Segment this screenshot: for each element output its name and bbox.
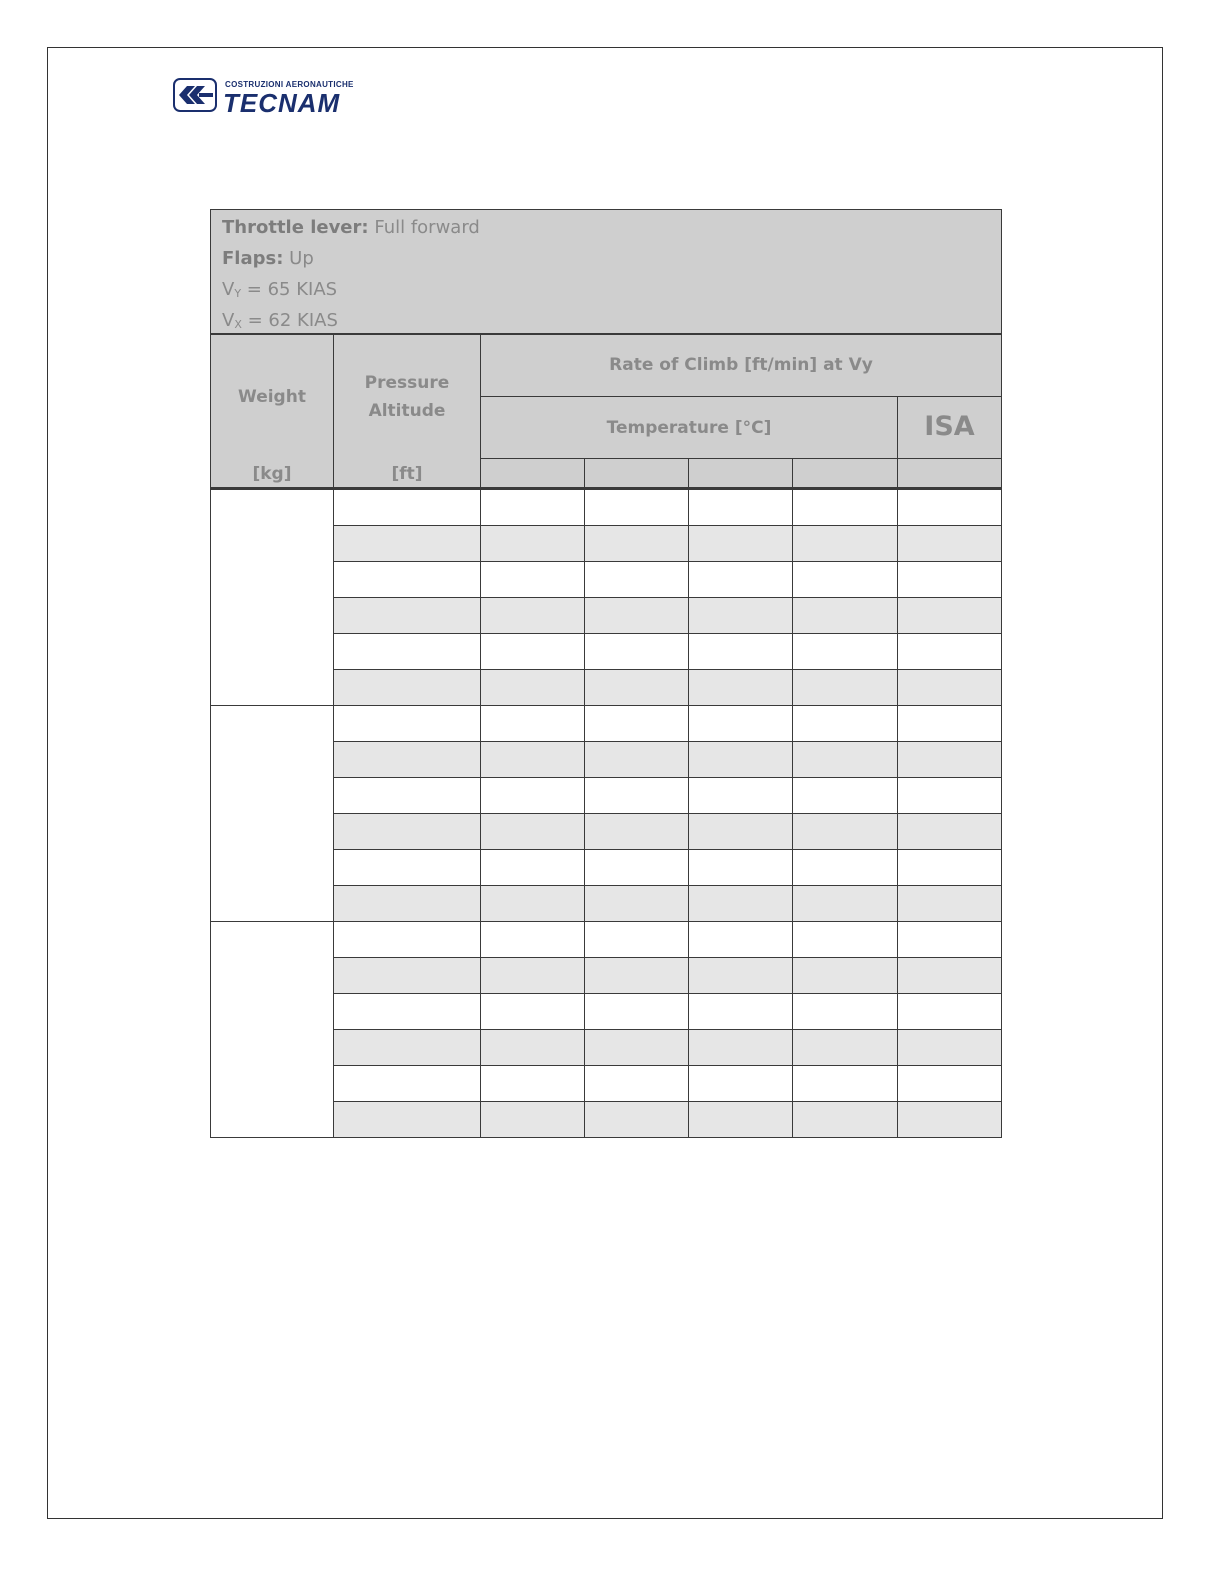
weight-cell (210, 705, 334, 922)
rate-cell (480, 993, 585, 1030)
altitude-label: Altitude (368, 401, 446, 421)
rate-cell (792, 993, 898, 1030)
rate-cell (584, 993, 689, 1030)
rate-cell (480, 1101, 585, 1138)
altitude-cell (333, 669, 481, 706)
rate-cell (688, 885, 793, 922)
rate-cell (584, 1101, 689, 1138)
rate-of-climb-header (480, 334, 1002, 397)
throttle-value: Full forward (374, 217, 480, 238)
altitude-cell (333, 597, 481, 634)
rate-cell (897, 525, 1002, 562)
rate-cell (897, 993, 1002, 1030)
rate-cell (584, 1065, 689, 1102)
rate-cell (792, 921, 898, 958)
rate-cell (897, 813, 1002, 850)
rate-of-climb-table (210, 209, 1002, 1141)
rate-cell (792, 1065, 898, 1102)
altitude-cell (333, 489, 481, 526)
altitude-cell (333, 525, 481, 562)
rate-cell (792, 633, 898, 670)
rate-cell (688, 849, 793, 886)
rate-cell (897, 705, 1002, 742)
weight-header (210, 334, 334, 489)
temperature-label: Temperature [°C] (606, 418, 772, 438)
flaps-label: Flaps: (222, 248, 284, 269)
rate-cell (792, 597, 898, 634)
rate-cell (688, 597, 793, 634)
altitude-cell (333, 993, 481, 1030)
temp-col-header-2 (584, 458, 689, 489)
tecnam-chevron-icon (173, 78, 217, 112)
altitude-cell (333, 1065, 481, 1102)
rate-cell (480, 849, 585, 886)
tecnam-logo (173, 78, 363, 116)
rate-cell (584, 921, 689, 958)
isa-col-header (897, 458, 1002, 489)
rate-cell (688, 813, 793, 850)
isa-header (897, 396, 1002, 459)
rate-cell (480, 561, 585, 598)
temp-col-header-3 (688, 458, 793, 489)
rate-cell (480, 669, 585, 706)
rate-cell (480, 525, 585, 562)
weight-cell (210, 489, 334, 706)
altitude-cell (333, 705, 481, 742)
rate-cell (480, 957, 585, 994)
weight-cell (210, 921, 334, 1138)
altitude-cell (333, 777, 481, 814)
rate-cell (792, 489, 898, 526)
rate-cell (688, 1029, 793, 1066)
rate-cell (688, 669, 793, 706)
rate-cell (792, 561, 898, 598)
rate-cell (897, 1065, 1002, 1102)
temp-col-header-1 (480, 458, 585, 489)
rate-cell (792, 669, 898, 706)
rate-cell (480, 885, 585, 922)
altitude-unit: [ft] (391, 464, 423, 484)
flaps-value: Up (289, 248, 314, 269)
rate-cell (897, 777, 1002, 814)
rate-of-climb-label: Rate of Climb [ft/min] at Vy (609, 355, 873, 375)
altitude-cell (333, 741, 481, 778)
throttle-line (222, 214, 1001, 245)
rate-cell (688, 1065, 793, 1102)
vx-subscript: X (234, 318, 242, 331)
rate-cell (792, 885, 898, 922)
rate-cell (480, 597, 585, 634)
flaps-line (222, 245, 1001, 276)
rate-cell (688, 1101, 793, 1138)
rate-cell (584, 741, 689, 778)
rate-cell (584, 705, 689, 742)
rate-cell (897, 633, 1002, 670)
rate-cell (897, 561, 1002, 598)
temperature-header (480, 396, 898, 459)
altitude-cell (333, 957, 481, 994)
altitude-cell (333, 885, 481, 922)
altitude-cell (333, 1029, 481, 1066)
rate-cell (792, 741, 898, 778)
altitude-cell (333, 1101, 481, 1138)
rate-cell (480, 813, 585, 850)
rate-cell (792, 957, 898, 994)
altitude-cell (333, 921, 481, 958)
rate-cell (688, 525, 793, 562)
rate-cell (688, 741, 793, 778)
vx-value: = 62 KIAS (247, 310, 338, 331)
rate-cell (792, 1029, 898, 1066)
rate-cell (897, 489, 1002, 526)
weight-label: Weight (238, 387, 306, 407)
rate-cell (792, 705, 898, 742)
rate-cell (480, 741, 585, 778)
rate-cell (792, 849, 898, 886)
rate-cell (584, 633, 689, 670)
rate-cell (584, 957, 689, 994)
rate-cell (897, 921, 1002, 958)
altitude-cell (333, 561, 481, 598)
vy-value: = 65 KIAS (246, 279, 338, 300)
altitude-cell (333, 633, 481, 670)
pressure-label: Pressure (364, 373, 450, 393)
rate-cell (584, 561, 689, 598)
vy-subscript: Y (234, 287, 242, 300)
isa-label: ISA (924, 411, 975, 442)
rate-cell (897, 849, 1002, 886)
rate-cell (897, 1029, 1002, 1066)
rate-cell (688, 561, 793, 598)
rate-cell (584, 849, 689, 886)
rate-cell (792, 777, 898, 814)
rate-cell (480, 633, 585, 670)
conditions-box (210, 209, 1002, 334)
rate-cell (897, 1101, 1002, 1138)
rate-cell (688, 489, 793, 526)
rate-cell (688, 921, 793, 958)
rate-cell (584, 1029, 689, 1066)
rate-cell (480, 489, 585, 526)
rate-cell (480, 921, 585, 958)
logo-brand: TECNAM (223, 88, 341, 118)
rate-cell (480, 1065, 585, 1102)
rate-cell (584, 813, 689, 850)
rate-cell (480, 1029, 585, 1066)
weight-unit: [kg] (252, 464, 292, 484)
rate-cell (584, 489, 689, 526)
rate-cell (792, 1101, 898, 1138)
rate-cell (688, 705, 793, 742)
altitude-cell (333, 849, 481, 886)
rate-cell (480, 777, 585, 814)
rate-cell (688, 777, 793, 814)
vx-symbol: V (222, 310, 235, 331)
throttle-label: Throttle lever: (222, 217, 369, 238)
pressure-altitude-header (333, 334, 481, 489)
temp-col-header-4 (792, 458, 898, 489)
rate-cell (584, 525, 689, 562)
vy-line (222, 276, 1001, 307)
rate-cell (480, 705, 585, 742)
rate-cell (584, 777, 689, 814)
rate-cell (688, 993, 793, 1030)
altitude-cell (333, 813, 481, 850)
rate-cell (688, 633, 793, 670)
rate-cell (792, 813, 898, 850)
vy-symbol: V (222, 279, 235, 300)
rate-cell (584, 669, 689, 706)
rate-cell (897, 669, 1002, 706)
rate-cell (897, 741, 1002, 778)
rate-cell (792, 525, 898, 562)
rate-cell (897, 957, 1002, 994)
rate-cell (897, 885, 1002, 922)
rate-cell (584, 597, 689, 634)
rate-cell (688, 957, 793, 994)
rate-cell (897, 597, 1002, 634)
logo-company-line: COSTRUZIONI AERONAUTICHE (225, 80, 354, 89)
rate-cell (584, 885, 689, 922)
